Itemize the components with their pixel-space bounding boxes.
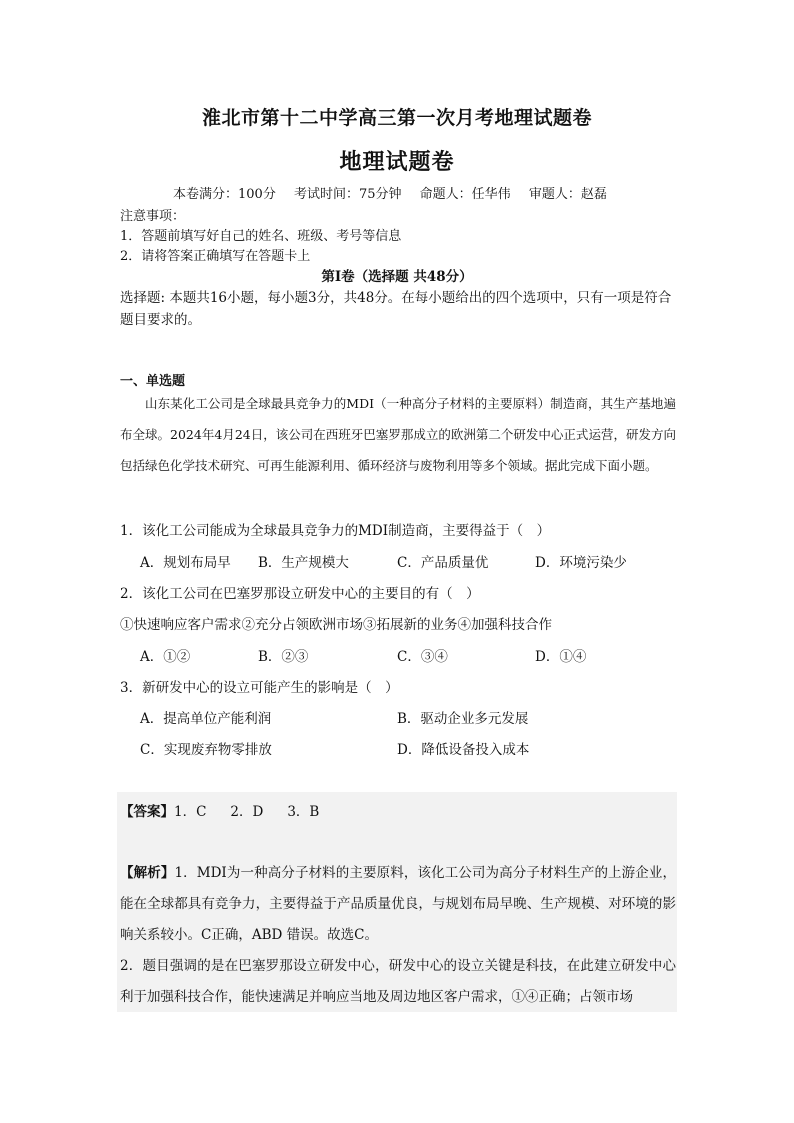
question-2-option-c: C．③④ (397, 649, 448, 665)
notes-heading: 注意事项： (120, 209, 186, 224)
answer-label: 【答案】 (120, 804, 174, 820)
question-1-option-a: A．规划布局早 (140, 555, 231, 571)
analysis-block (120, 858, 676, 1013)
notes-item-1: 1．答题前填写好自己的姓名、班级、考号等信息 (120, 229, 402, 244)
question-1-option-c: C．产品质量优 (397, 555, 489, 571)
exam-subtitle: 地理试题卷 (339, 149, 455, 175)
question-1-option-b: B．生产规模大 (258, 555, 349, 571)
question-2-option-a: A．①② (140, 649, 191, 665)
question-3-option-c: C．实现废弃物零排放 (140, 742, 272, 758)
question-1-option-d: D．环境污染少 (535, 555, 627, 571)
question-3-option-b: B．驱动企业多元发展 (397, 711, 529, 727)
exam-title: 淮北市第十二中学高三第一次月考地理试题卷 (201, 107, 592, 129)
section-heading: 一、单选题 (120, 374, 186, 389)
answer-3: 3．B (287, 804, 320, 820)
question-3-option-d: D．降低设备投入成本 (397, 742, 530, 758)
exam-info (173, 183, 621, 202)
question-2-option-d: D．①④ (535, 649, 587, 665)
question-3-stem: 3．新研发中心的设立可能产生的影响是（ ） (120, 680, 399, 696)
answer-line (120, 800, 319, 820)
passage-text: 山东某化工公司是全球最具竞争力的MDI（一种高分子材料的主要原料）制造商，其生产基地遍布全球。2024年4月24日，该公司在西班牙巴塞罗那成立的欧洲第二个研发中心正式运营，研发方向包括绿色化学技术研究、可再生能源利用、循环经济与废物利用等多个领域。据此完成下面小题。 (120, 396, 676, 473)
analysis-label: 【解析】 (120, 865, 175, 881)
part-title: 第Ⅰ卷（选择题 共48分） (321, 269, 473, 285)
analysis-paragraph-1 (120, 858, 676, 951)
exam-time: 考试时间：75分钟 (293, 187, 402, 202)
reviewer: 审题人：赵磊 (528, 187, 607, 202)
question-1-stem: 1．该化工公司能成为全球最具竞争力的MDI制造商，主要得益于（ ） (120, 523, 551, 539)
notes-item-2: 2．请将答案正确填写在答题卡上 (120, 249, 311, 264)
analysis-text-1: 1．MDI为一种高分子材料的主要原料，该化工公司为高分子材料生产的上游企业，能在全球都具有竞争力，主要得益于产品质量优良，与规划布局早晚、生产规模、对环境的影响关系较小。C正确，ABD 错误。故选C。 (120, 865, 677, 943)
author: 命题人：任华伟 (419, 187, 511, 202)
full-score: 本卷满分：100分 (173, 187, 276, 202)
question-2-option-b: B．②③ (258, 649, 309, 665)
answer-2: 2．D (230, 804, 264, 820)
question-3-option-a: A．提高单位产能利润 (140, 711, 272, 727)
question-2-stem: 2．该化工公司在巴塞罗那设立研发中心的主要目的有（ ） (120, 586, 480, 602)
question-2-statements: ①快速响应客户需求②充分占领欧洲市场③拓展新的业务④加强科技合作 (120, 617, 552, 633)
answer-1: 1．C (174, 804, 207, 820)
analysis-paragraph-2: 2．题目强调的是在巴塞罗那设立研发中心，研发中心的设立关键是科技，在此建立研发中心利于加强科技合作，能快速满足并响应当地及周边地区客户需求，①④正确；占领市场 (120, 958, 676, 1005)
reading-passage (120, 388, 676, 481)
part-description: 选择题: 本题共16小题，每小题3分，共48分。在每小题给出的四个选项中，只有一项是符合题目要求的。 (120, 290, 672, 328)
